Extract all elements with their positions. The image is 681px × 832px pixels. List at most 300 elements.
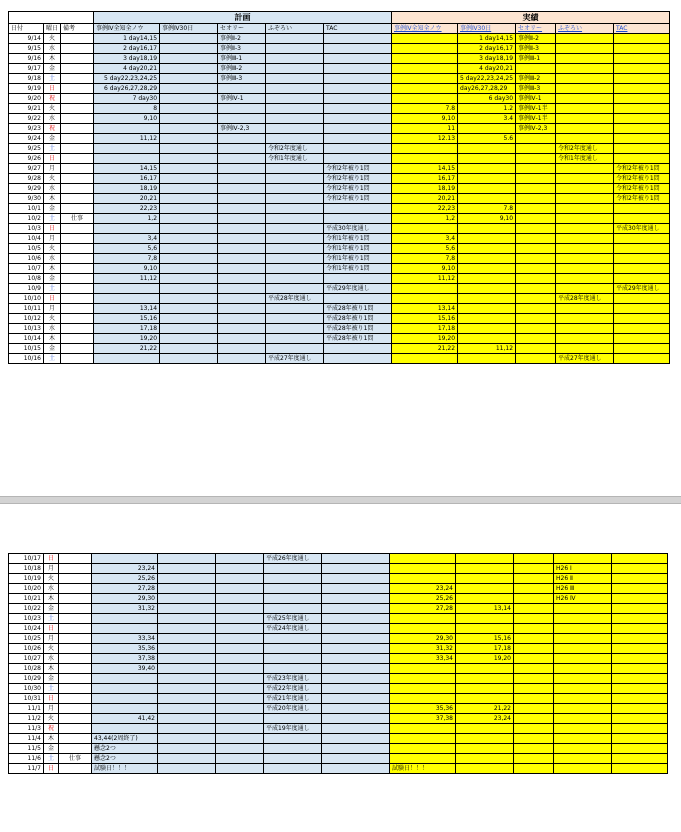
table-cell [516,244,556,254]
table-cell: 10/14 [9,334,44,344]
table-cell [218,184,266,194]
table-cell [554,684,612,694]
table-cell: 事例Ⅲ-3 [516,84,556,94]
table-cell [158,744,216,754]
table-cell [218,234,266,244]
table-cell [216,704,264,714]
table-cell: 3,4 [392,234,458,244]
table-row [9,684,668,694]
table-cell [61,324,94,334]
table-cell [266,114,324,124]
table-cell [556,204,614,214]
table-cell [516,174,556,184]
table-cell: 2 day16,17 [458,44,516,54]
table-cell [456,764,514,774]
table-cell: 日 [44,154,61,164]
table-cell [160,214,218,224]
table-cell [218,334,266,344]
table-cell: 火 [44,574,59,584]
table-cell [554,654,612,664]
table-cell [516,354,556,364]
table-cell: 木 [44,54,61,64]
table-cell: 9/24 [9,134,44,144]
table-cell: 5 day22,23,24,25 [458,74,516,84]
table-cell [324,44,392,54]
table-cell [456,664,514,674]
table-cell [458,314,516,324]
table-cell [392,294,458,304]
table-cell [266,204,324,214]
table-cell: 10/20 [9,584,44,594]
table-cell [554,674,612,684]
table-cell [160,334,218,344]
table-cell [322,594,390,604]
table-cell [390,724,456,734]
table-cell [514,634,554,644]
table-cell [554,714,612,724]
table-cell [59,564,92,574]
table-cell [158,704,216,714]
table-row [9,344,670,354]
table-cell: 11/2 [9,714,44,724]
table-cell [160,184,218,194]
table-cell [554,554,612,564]
table-cell: 11/4 [9,734,44,744]
table-cell [614,64,670,74]
table-cell: 土 [44,354,61,364]
table-cell [556,114,614,124]
table-cell [216,714,264,724]
table-cell [324,274,392,284]
column-header: セオリー [218,24,266,34]
table-cell: 4 day20,21 [458,64,516,74]
table-cell [614,94,670,104]
table-cell: 月 [44,234,61,244]
table-cell [390,624,456,634]
table-cell: 日 [44,764,59,774]
table-cell: 14,15 [392,164,458,174]
table-cell [324,344,392,354]
table-cell [160,234,218,244]
table-cell: 平成22年度通し [264,684,322,694]
table-cell: 6 day26,27,28,29 [94,84,160,94]
table-cell [61,174,94,184]
table-cell [266,274,324,284]
table-cell: 10/25 [9,634,44,644]
table-cell: 20,21 [94,194,160,204]
table-cell [554,724,612,734]
table-cell: 火 [44,244,61,254]
column-header: 事例Ⅳ30日 [458,24,516,34]
table-cell: 7 day30 [94,94,160,104]
table-cell [614,134,670,144]
table-cell [266,304,324,314]
table-cell [390,574,456,584]
schedule-table-bottom [8,553,668,774]
table-cell [322,694,390,704]
table-cell [612,604,668,614]
column-header: TAC [614,24,670,34]
table-cell [458,234,516,244]
table-cell: 11/7 [9,764,44,774]
table-cell: 懸念2つ [92,754,158,764]
table-row [9,584,668,594]
table-cell [516,224,556,234]
table-cell [390,684,456,694]
table-cell [614,304,670,314]
table-cell [516,134,556,144]
table-cell: 11,12 [392,274,458,284]
table-row [9,284,670,294]
table-cell: 25,26 [390,594,456,604]
table-cell [612,694,668,704]
table-cell: 10/8 [9,274,44,284]
table-row [9,764,668,774]
table-cell: 12.13 [392,134,458,144]
table-cell [556,94,614,104]
table-cell: 木 [44,664,59,674]
table-cell [614,344,670,354]
table-cell [456,734,514,744]
table-cell: 令和1年被り1問 [324,244,392,254]
table-cell [264,734,322,744]
table-row [9,324,670,334]
table-cell: 9/18 [9,74,44,84]
table-cell: 9/21 [9,104,44,114]
table-cell [390,554,456,564]
table-cell [218,164,266,174]
table-cell [61,264,94,274]
table-cell [516,144,556,154]
table-cell [324,134,392,144]
table-cell [516,314,556,324]
table-cell: 令和1年被り1問 [324,264,392,274]
table-cell: 金 [44,744,59,754]
table-cell [61,224,94,234]
table-cell [94,224,160,234]
table-cell [266,314,324,324]
table-cell: 平成20年度通し [264,704,322,714]
table-cell [456,584,514,594]
table-cell: 11,12 [458,344,516,354]
table-cell [612,564,668,574]
table-cell [514,654,554,664]
table-cell: 8 [94,104,160,114]
table-cell [59,704,92,714]
table-cell [160,134,218,144]
table-cell [216,634,264,644]
table-cell [324,114,392,124]
table-cell: 令和2年被り1問 [614,194,670,204]
table-cell [556,324,614,334]
table-cell [322,714,390,724]
table-cell [158,614,216,624]
table-cell: 平成28年度通し [266,294,324,304]
table-cell [516,344,556,354]
table-cell [456,624,514,634]
table-cell: 11/3 [9,724,44,734]
table-cell: 19,20 [456,654,514,664]
table-cell [612,704,668,714]
table-cell [324,54,392,64]
table-cell [392,44,458,54]
table-row [9,204,670,214]
table-cell [160,244,218,254]
table-cell [158,644,216,654]
table-cell: 試験日！！！ [92,764,158,774]
table-cell [614,264,670,274]
table-cell: 日 [44,624,59,634]
table-cell [218,344,266,354]
table-row [9,354,670,364]
table-cell [322,584,390,594]
table-cell: 水 [44,114,61,124]
table-cell [392,34,458,44]
table-cell: 5 day22,23,24,25 [94,74,160,84]
table-cell [266,334,324,344]
table-cell [324,144,392,154]
table-cell: 令和2年度通し [266,144,324,154]
table-cell [612,734,668,744]
table-cell [59,634,92,644]
table-cell: 日 [44,84,61,94]
table-cell: 10/23 [9,614,44,624]
table-cell [458,334,516,344]
table-cell [612,594,668,604]
table-cell [554,734,612,744]
table-cell: 17,18 [94,324,160,334]
table-cell [390,564,456,574]
table-cell: 祝 [44,724,59,734]
table-cell [266,224,324,234]
table-cell [158,714,216,724]
table-cell: 平成29年度通し [324,284,392,294]
table-cell: 10/10 [9,294,44,304]
table-cell [614,34,670,44]
table-cell: 日 [44,694,59,704]
table-cell: 月 [44,634,59,644]
table-cell [160,284,218,294]
table-cell: 21,22 [94,344,160,354]
table-row [9,734,668,744]
table-cell [556,34,614,44]
table-cell: 事例Ⅲ-1 [218,54,266,64]
table-cell [216,764,264,774]
table-cell [266,194,324,204]
table-cell: 10/21 [9,594,44,604]
table-cell: 令和1年度通し [556,154,614,164]
table-cell [160,144,218,154]
table-cell [160,174,218,184]
table-cell: 9/28 [9,174,44,184]
table-cell: 3,4 [94,234,160,244]
table-cell [458,304,516,314]
table-cell: 10/3 [9,224,44,234]
table-cell [456,724,514,734]
table-row [9,334,670,344]
table-cell: 11,12 [94,134,160,144]
table-cell [324,74,392,84]
table-cell [556,74,614,84]
table-cell [218,154,266,164]
table-cell [392,144,458,154]
table-cell [59,614,92,624]
table-cell: 10/24 [9,624,44,634]
table-cell: 33,34 [390,654,456,664]
table-row [9,104,670,114]
table-cell: 41,42 [92,714,158,724]
table-cell [554,704,612,714]
table-cell [614,294,670,304]
table-cell [514,684,554,694]
table-cell: 1.2 [458,104,516,114]
table-cell: 金 [44,134,61,144]
table-cell: 10/16 [9,354,44,364]
table-cell [160,164,218,174]
table-cell: 39,40 [92,664,158,674]
table-cell [458,264,516,274]
table-cell [458,164,516,174]
table-cell [612,754,668,764]
table-cell: 仕事 [61,214,94,224]
table-cell [160,224,218,234]
table-cell: 金 [44,344,61,354]
table-cell [614,204,670,214]
table-cell: 仕事 [59,754,92,764]
table-cell [266,74,324,84]
table-cell: 令和2年被り1問 [614,174,670,184]
table-cell [61,144,94,154]
table-cell [266,214,324,224]
table-cell [61,84,94,94]
table-cell [216,614,264,624]
table-cell [158,634,216,644]
table-cell: 27,28 [92,584,158,594]
table-cell: 平成28年度通し [556,294,614,304]
table-cell [614,254,670,264]
table-cell [264,714,322,724]
table-row [9,644,668,654]
table-cell [554,644,612,654]
table-cell [160,34,218,44]
table-cell [514,714,554,724]
table-cell: 25,26 [92,574,158,584]
table-row [9,84,670,94]
table-cell: 2 day16,17 [94,44,160,54]
column-header: 事例Ⅳ全知全ノウ [392,24,458,34]
table-cell [556,194,614,204]
table-cell [160,44,218,54]
table-cell: 17,18 [456,644,514,654]
table-cell: 10/18 [9,564,44,574]
table-cell [61,104,94,114]
table-cell [322,624,390,634]
table-row [9,664,668,674]
table-row [9,564,668,574]
table-cell: 11/6 [9,754,44,764]
table-cell: 火 [44,714,59,724]
table-cell [514,644,554,654]
table-cell: 祝 [44,94,61,104]
table-cell [516,214,556,224]
table-cell [61,234,94,244]
table-cell: 13,14 [456,604,514,614]
table-cell: 令和2年被り1問 [614,184,670,194]
table-cell: 35,36 [92,644,158,654]
table-cell [92,684,158,694]
table-cell: 10/30 [9,684,44,694]
table-cell [322,724,390,734]
table-cell [216,604,264,614]
table-cell: 1 day14,15 [94,34,160,44]
table-cell: 平成23年度通し [264,674,322,684]
table-cell [160,274,218,284]
table-cell [458,274,516,284]
table-cell: 火 [44,34,61,44]
table-cell: 平成30年度通し [324,224,392,234]
table-cell [61,334,94,344]
table-cell: 水 [44,44,61,54]
table-cell: 7,8 [392,254,458,264]
table-cell [556,184,614,194]
table-cell [456,594,514,604]
table-cell [61,274,94,284]
table-cell [554,664,612,674]
table-cell [458,144,516,154]
table-cell: 事例Ⅳ-1半 [516,104,556,114]
table-cell [514,724,554,734]
table-cell [612,714,668,724]
table-cell [218,174,266,184]
table-cell: 土 [44,754,59,764]
table-cell [556,134,614,144]
table-cell [160,304,218,314]
table-cell [554,744,612,754]
table-cell: 9/29 [9,184,44,194]
table-row [9,194,670,204]
table-cell [160,94,218,104]
table-row [9,64,670,74]
table-cell: 11/1 [9,704,44,714]
table-cell [61,204,94,214]
table-cell [216,754,264,764]
table-cell [160,324,218,334]
table-row [9,314,670,324]
actual-section-title: 実績 [392,12,670,24]
table-cell [516,284,556,294]
table-cell [322,754,390,764]
table-cell [614,334,670,344]
table-cell: 10/19 [9,574,44,584]
table-cell [59,624,92,634]
table-cell [516,194,556,204]
table-cell: 29,30 [390,634,456,644]
table-cell [264,594,322,604]
table-cell: 金 [44,64,61,74]
table-cell [266,324,324,334]
table-cell: 23,24 [92,564,158,574]
table-cell [94,354,160,364]
table-cell: 7,8 [94,254,160,264]
table-cell: 平成19年度通し [264,724,322,734]
table-cell: 22,23 [392,204,458,214]
table-cell: 日 [44,294,61,304]
table-cell [264,574,322,584]
table-cell [514,674,554,684]
table-cell [554,614,612,624]
table-cell: 日 [44,224,61,234]
page-break-divider [0,496,681,504]
